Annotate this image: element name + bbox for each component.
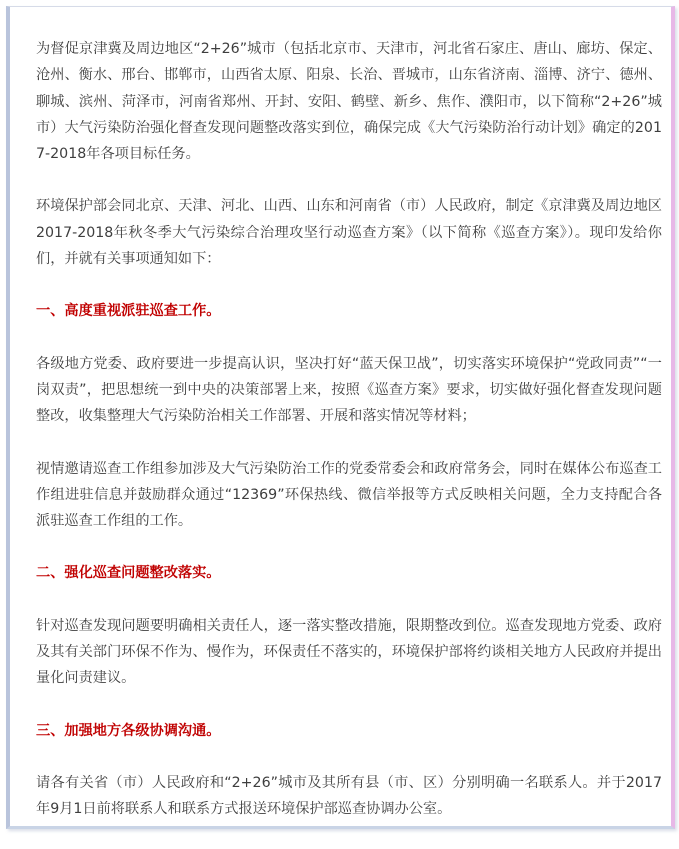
section-3-heading: 三、加强地方各级协调沟通。 bbox=[36, 722, 221, 739]
section-2-paragraph-1: 针对巡查发现问题要明确相关责任人，逐一落实整改措施，限期整改到位。巡查发现地方党委、政府及其有关部门环保不作为、慢作为，环保责任不落实的，环境保护部将约谈相关地方人民政府并提出量化问责建议。 bbox=[36, 617, 662, 687]
article-content bbox=[36, 36, 662, 849]
section-1-paragraph-1: 各级地方党委、政府要进一步提高认识，坚决打好“蓝天保卫战”，切实落实环境保护“党政同责”“一岗双责”，把思想统一到中央的决策部署上来，按照《巡查方案》要求，切实做好强化督查发现问题整改，收集整理大气污染防治相关工作部署、开展和落实情况等材料； bbox=[36, 355, 662, 425]
section-1-heading: 一、高度重视派驻巡查工作。 bbox=[36, 303, 221, 320]
article-frame bbox=[6, 6, 675, 829]
section-2-heading: 二、强化巡查问题整改落实。 bbox=[36, 565, 221, 582]
intro-paragraph-2: 环境保护部会同北京、天津、河北、山西、山东和河南省（市）人民政府，制定《京津冀及周边地区2017-2018年秋冬季大气污染综合治理攻坚行动巡查方案》（以下简称《巡查方案》）。现印发给你们，并就有关事项通知如下： bbox=[36, 198, 662, 268]
section-1-paragraph-2: 视情邀请巡查工作组参加涉及大气污染防治工作的党委常委会和政府常务会，同时在媒体公布巡查工作组进驻信息并鼓励群众通过“12369”环保热线、微信举报等方式反映相关问题，全力支持配合各派驻巡查工作组的工作。 bbox=[36, 460, 662, 530]
section-3-paragraph-1: 请各有关省（市）人民政府和“2+26”城市及其所有县（市、区）分别明确一名联系人。并于2017年9月1日前将联系人和联系方式报送环境保护部巡查协调办公室。 bbox=[36, 774, 662, 818]
intro-paragraph-1: 为督促京津冀及周边地区“2+26”城市（包括北京市、天津市，河北省石家庄、唐山、廊坊、保定、沧州、衡水、邢台、邯郸市，山西省太原、阳泉、长治、晋城市，山东省济南、淄博、济宁、德州、聊城、滨州、菏泽市，河南省郑州、开封、安阳、鹤壁、新乡、焦作、濮阳市，以下简称“2+26”城市）大气污染防治强化督查发现问题整改落实到位，确保完成《大气污染防治行动计划》确定的2017-2018年各项目标任务。 bbox=[36, 41, 662, 163]
